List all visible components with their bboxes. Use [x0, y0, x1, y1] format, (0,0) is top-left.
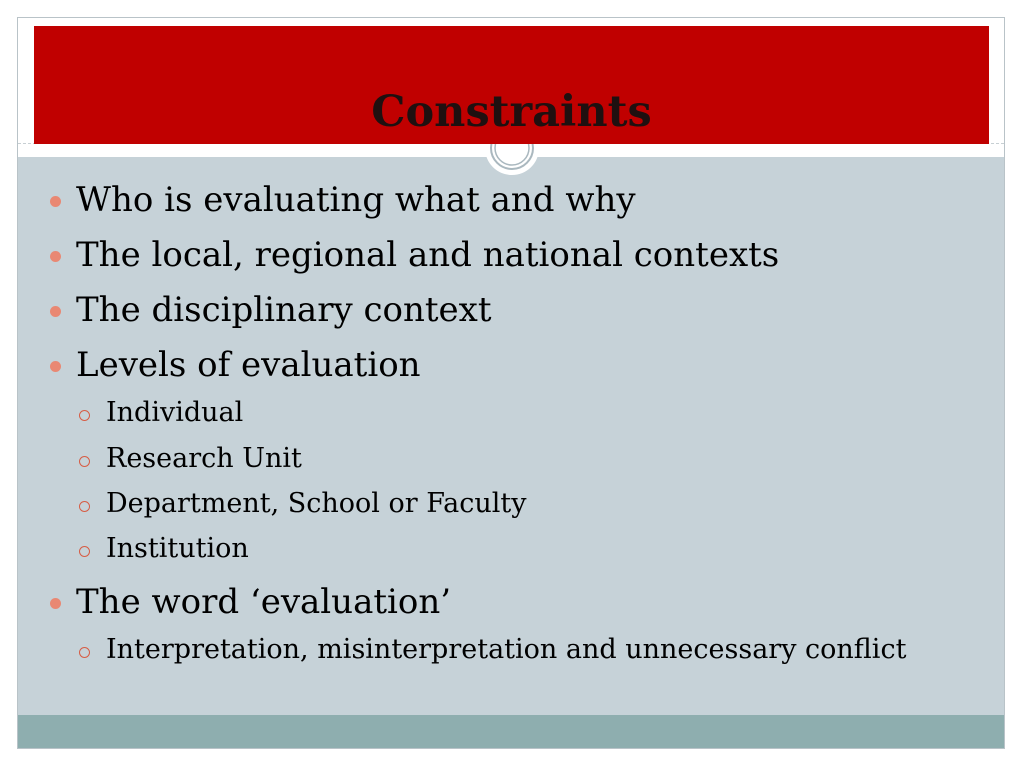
bullet-dot-icon: [50, 306, 61, 317]
sub-bullet-ring-icon: [79, 647, 90, 658]
bullet-dot-icon: [50, 196, 61, 207]
bullet-item: The word ‘evaluation’: [76, 582, 452, 622]
bullet-dot-icon: [50, 251, 61, 262]
sub-bullet-ring-icon: [79, 410, 90, 421]
sub-bullet-item: Research Unit: [106, 443, 302, 474]
sub-bullet-item: Department, School or Faculty: [106, 488, 527, 519]
bullet-item: Levels of evaluation: [76, 345, 421, 385]
sub-bullet-ring-icon: [79, 456, 90, 467]
bullet-dot-icon: [50, 361, 61, 372]
sub-bullet-item: Individual: [106, 397, 244, 428]
bullet-dot-icon: [50, 598, 61, 609]
bullet-item: The disciplinary context: [76, 290, 492, 330]
sub-bullet-item: Institution: [106, 533, 249, 564]
sub-bullet-ring-icon: [79, 546, 90, 557]
bullet-item: Who is evaluating what and why: [76, 180, 636, 220]
slide-title: Constraints: [371, 87, 652, 137]
sub-bullet-item: Interpretation, misinterpretation and unnecessary conflict: [106, 634, 907, 665]
bullet-item: The local, regional and national contexts: [76, 235, 780, 275]
sub-bullet-ring-icon: [79, 501, 90, 512]
